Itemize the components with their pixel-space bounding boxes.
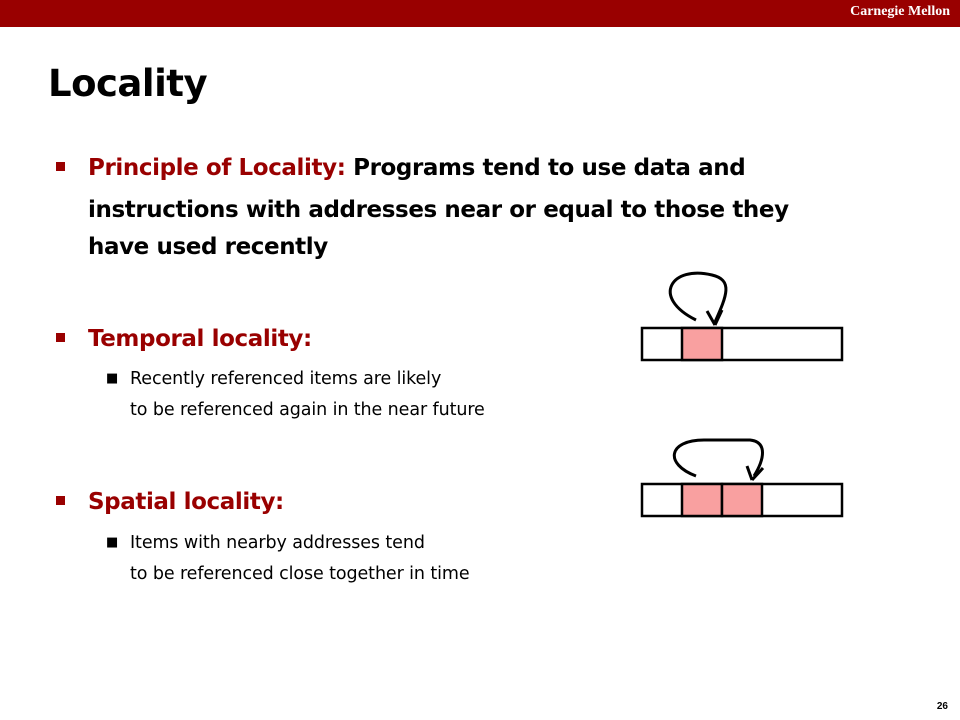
spatial-locality-diagram: [630, 430, 850, 525]
reference-arrow-arc: [670, 273, 726, 322]
brand-label: Carnegie Mellon: [850, 4, 950, 19]
memory-cell-highlighted: [682, 328, 722, 360]
bullet-square: [56, 496, 65, 505]
spatial-text-2: to be referenced close together in time: [130, 564, 470, 584]
memory-array: [642, 328, 842, 360]
principle-line-3: have used recently: [88, 234, 328, 260]
principle-line-1: [88, 150, 745, 186]
bullet-square: [56, 162, 65, 171]
principle-line-2: instructions with addresses near or equal to those they: [88, 197, 789, 223]
memory-cell-highlighted: [722, 484, 762, 516]
memory-cell-highlighted: [682, 484, 722, 516]
sub-bullet-icon: ■: [106, 371, 119, 386]
sub-bullet-icon: ■: [106, 535, 119, 550]
temporal-text-2: to be referenced again in the near future: [130, 400, 485, 420]
spatial-text-1: Items with nearby addresses tend: [130, 533, 425, 553]
temporal-locality-diagram: [630, 265, 850, 365]
bullet-square: [56, 333, 65, 342]
spatial-label: Spatial locality:: [88, 489, 284, 515]
principle-label: Principle of Locality:: [88, 155, 346, 181]
principle-text-1: Programs tend to use data and: [345, 155, 746, 181]
temporal-label: Temporal locality:: [88, 326, 312, 352]
temporal-text-1: Recently referenced items are likely: [130, 369, 442, 389]
arrow-head-icon: [707, 310, 722, 325]
slide-title: Locality: [48, 62, 208, 105]
header-bar: [0, 0, 960, 27]
page-number: 26: [936, 701, 948, 712]
